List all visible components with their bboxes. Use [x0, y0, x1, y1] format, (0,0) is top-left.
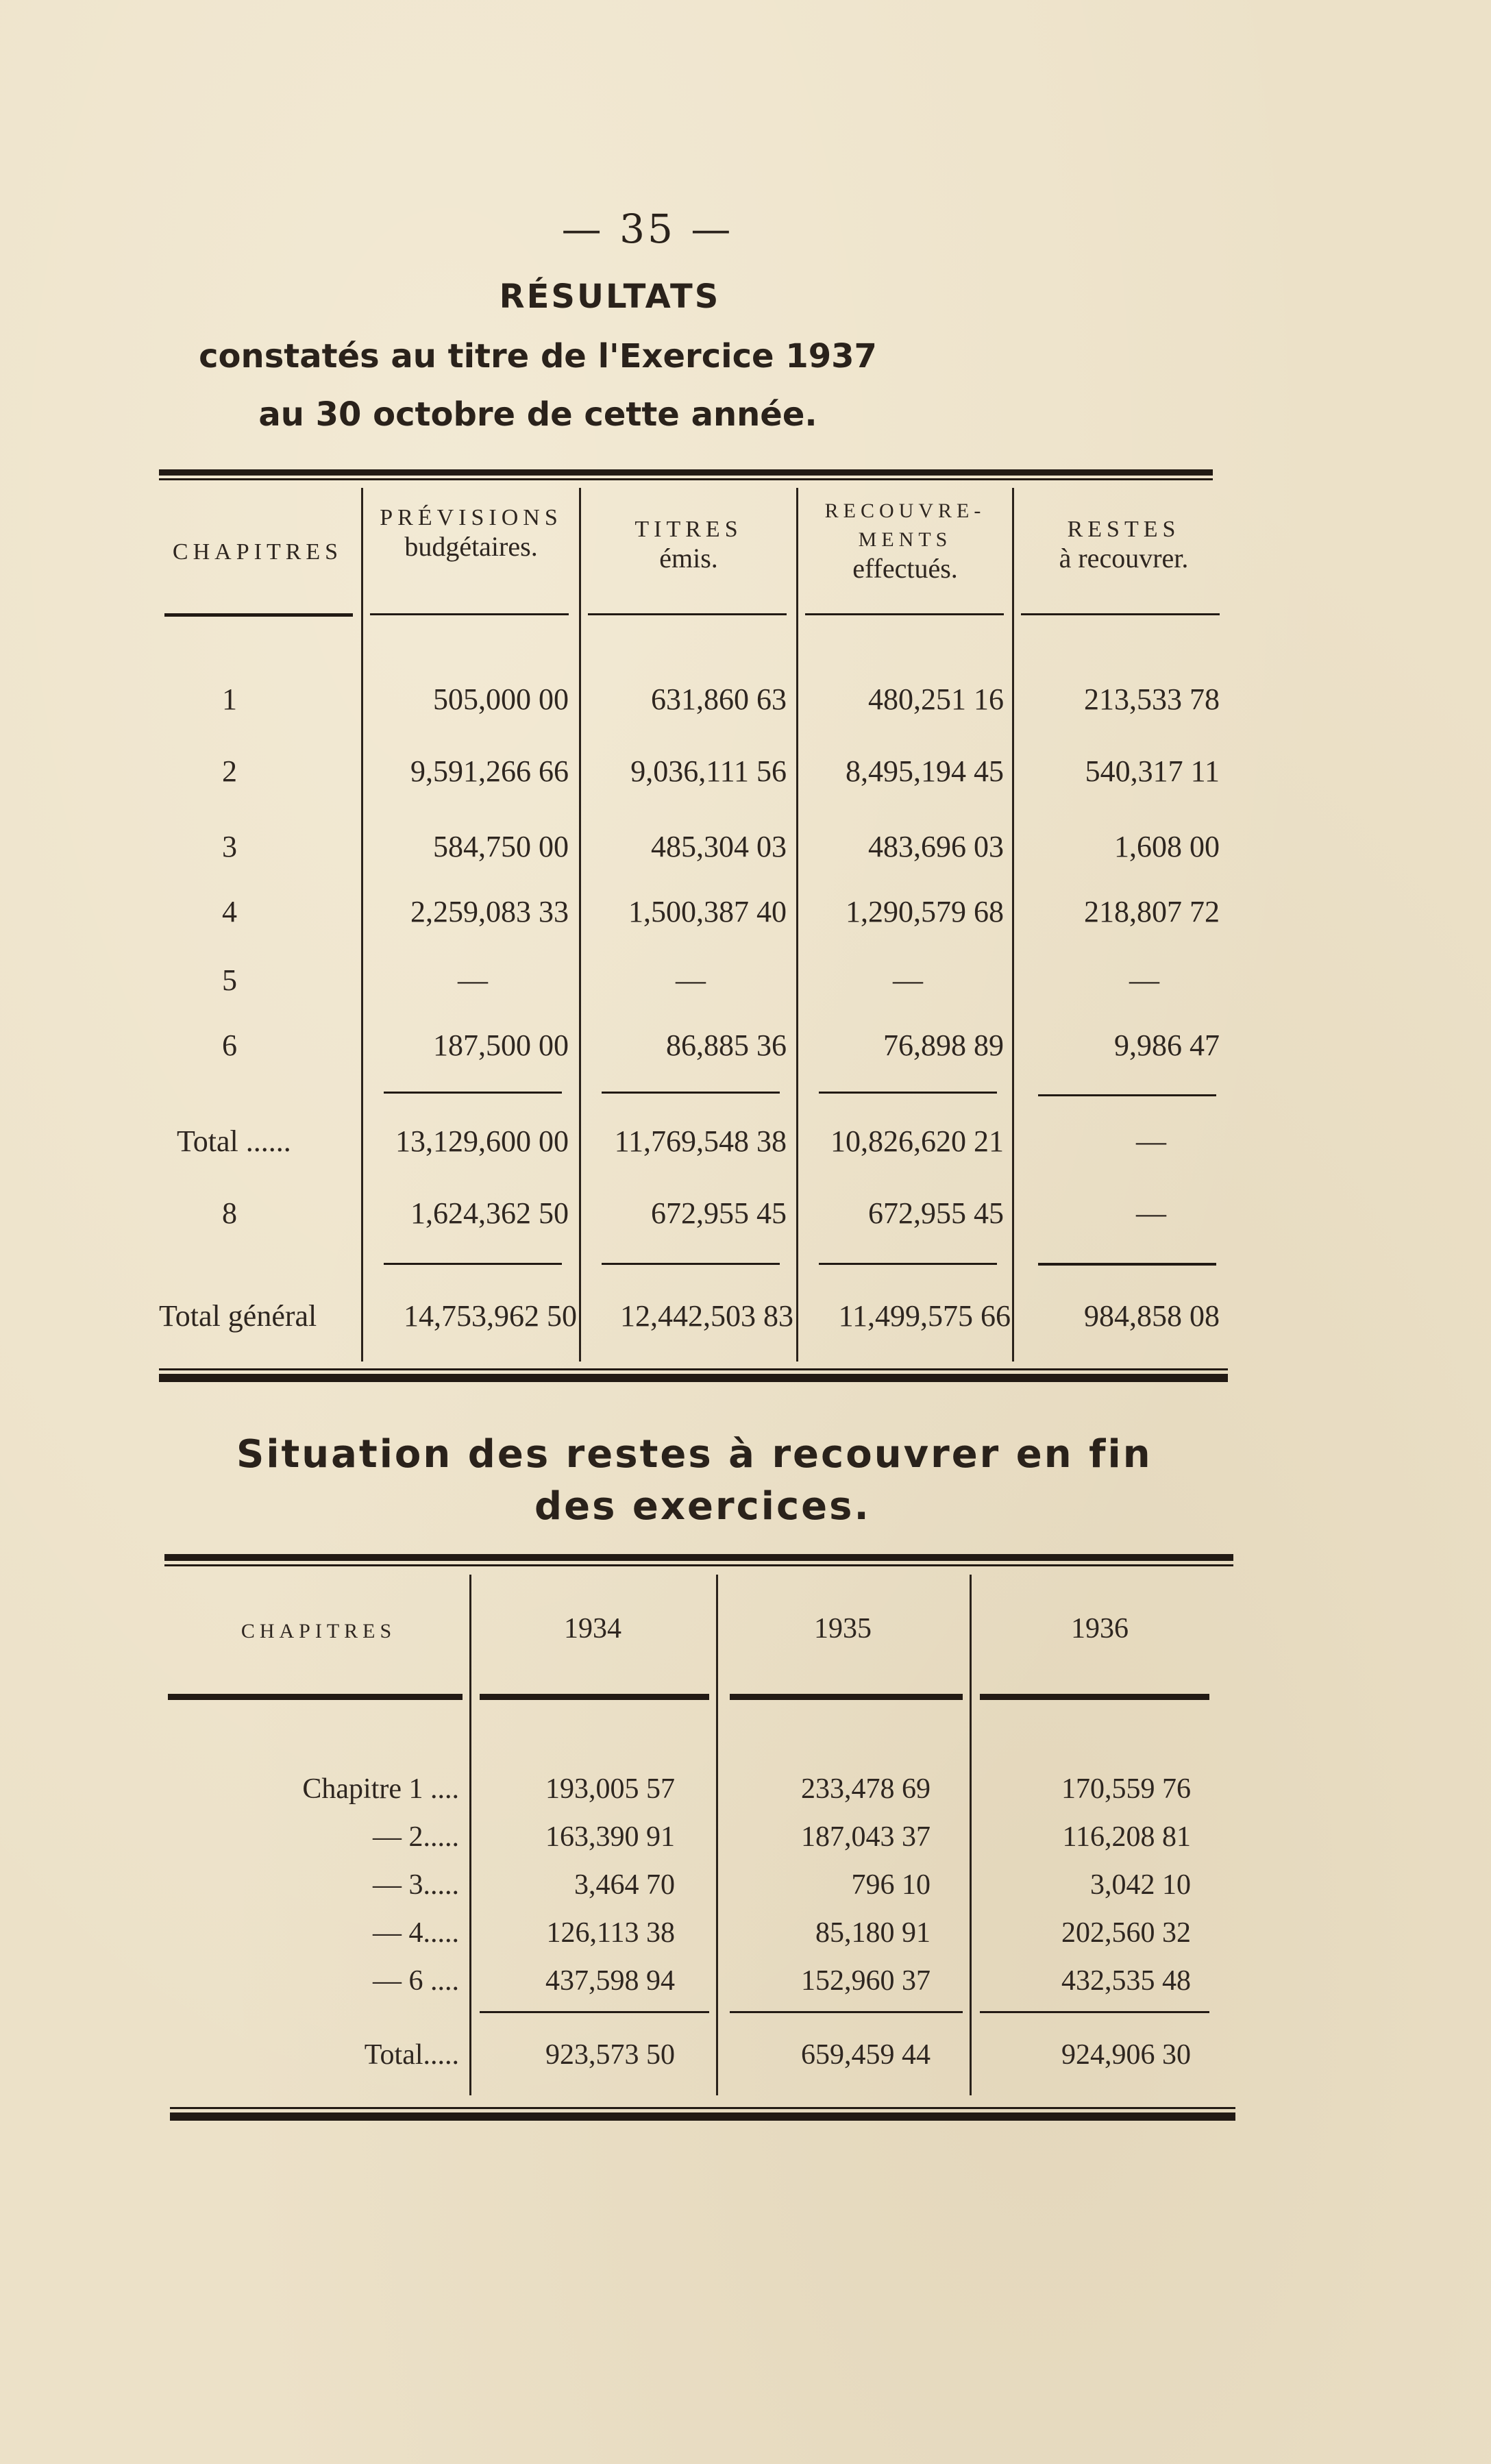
header-chapitres: CHAPITRES [172, 539, 343, 565]
cell-previsions: 9,591,266 66 [410, 754, 569, 788]
grand-total-rule [1038, 1263, 1216, 1266]
table2-top-rule-thin [164, 1564, 1233, 1566]
cell-previsions: 2,259,083 33 [410, 895, 569, 928]
subtitle-line-1: constatés au titre de l'Exercice 1937 [199, 337, 877, 375]
grand-total-rule [602, 1263, 780, 1265]
t2-total-1934: 923,573 50 [545, 2039, 675, 2071]
t2-total-rule [730, 2011, 963, 2013]
page-title: RÉSULTATS [499, 278, 721, 316]
grand-total-titres: 12,442,503 83 [620, 1299, 793, 1333]
cell-restes: 9,986 47 [1114, 1028, 1220, 1062]
total-restes: — [1136, 1124, 1166, 1158]
t2-cell-1935: 796 10 [851, 1869, 931, 1901]
cell-titres: 9,036,111 56 [630, 754, 787, 788]
cell-titres: 1,500,387 40 [628, 895, 787, 928]
t2-header-underline [980, 1694, 1209, 1700]
table2-col-divider [469, 1575, 471, 2095]
subtotal-rule [819, 1092, 997, 1094]
header-restes [1014, 515, 1233, 573]
t2-total-label: Total..... [364, 2039, 459, 2071]
grand-total-rule [819, 1263, 997, 1265]
cell-previsions: 505,000 00 [433, 682, 569, 716]
t2-header-underline [730, 1694, 963, 1700]
row-label: 1 [222, 682, 237, 716]
cell-recouvrements: 672,955 45 [868, 1196, 1004, 1230]
row-label: 2 [222, 754, 237, 788]
cell-previsions: — [458, 963, 488, 997]
table1-top-rule [159, 469, 1213, 476]
header-previsions-line2: budgétaires. [404, 531, 538, 562]
header-titres-line1: TITRES [634, 517, 743, 542]
cell-titres: 485,304 03 [651, 830, 787, 863]
cell-titres: 86,885 36 [666, 1028, 787, 1062]
header-underline [370, 613, 569, 615]
grand-total-previsions: 14,753,962 50 [404, 1299, 577, 1333]
subtotal-rule [1038, 1094, 1216, 1096]
total-recouvrements: 10,826,620 21 [830, 1124, 1004, 1158]
section2-title-line1: Situation des restes à recouvrer en fin [236, 1432, 1153, 1477]
t2-cell-1934: 163,390 91 [545, 1821, 675, 1853]
row-label: 4 [222, 895, 237, 928]
t2-total-rule [480, 2011, 709, 2013]
t2-row-label: Chapitre 1 .... [302, 1773, 459, 1805]
table2-col-divider [970, 1575, 972, 2095]
subtotal-rule [602, 1092, 780, 1094]
t2-total-1936: 924,906 30 [1061, 2039, 1191, 2071]
header-recouvrements [798, 497, 1012, 583]
header-recouvrements-line3: effectués. [852, 553, 958, 584]
t2-row-label: — 4..... [373, 1917, 459, 1949]
cell-restes: 1,608 00 [1114, 830, 1220, 863]
t2-header-underline [168, 1694, 463, 1700]
cell-restes: — [1136, 1196, 1166, 1230]
t2-row-label: — 6 .... [373, 1965, 459, 1997]
row-label: 3 [222, 830, 237, 863]
subtotal-rule [384, 1092, 562, 1094]
section2-title-line2: des exercices. [534, 1484, 871, 1529]
cell-recouvrements: 8,495,194 45 [846, 754, 1004, 788]
header-underline [1021, 613, 1220, 615]
table2-col-divider [716, 1575, 718, 2095]
header-recouvrements-line1: RECOUVRE- [824, 500, 986, 522]
t2-cell-1935: 152,960 37 [801, 1965, 931, 1997]
t2-total-rule [980, 2011, 1209, 2013]
table1-bottom-rule-thin [159, 1368, 1228, 1370]
t2-cell-1934: 3,464 70 [574, 1869, 675, 1901]
cell-previsions: 1,624,362 50 [410, 1196, 569, 1230]
cell-restes: 218,807 72 [1084, 895, 1220, 928]
cell-recouvrements: 1,290,579 68 [846, 895, 1004, 928]
cell-restes: — [1129, 963, 1159, 997]
table1-bottom-rule [159, 1374, 1228, 1382]
cell-recouvrements: — [893, 963, 923, 997]
table2-top-rule [164, 1554, 1233, 1561]
table1-top-rule-thin [159, 478, 1213, 480]
header-previsions-line1: PRÉVISIONS [380, 505, 563, 530]
row-label: 5 [222, 963, 237, 997]
t2-cell-1935: 85,180 91 [815, 1917, 931, 1949]
t2-cell-1936: 116,208 81 [1062, 1821, 1191, 1853]
table2-bottom-rule-thin [170, 2107, 1235, 2109]
cell-recouvrements: 483,696 03 [868, 830, 1004, 863]
header-underline [164, 613, 353, 617]
t2-header-1934: 1934 [564, 1613, 621, 1644]
t2-cell-1935: 187,043 37 [801, 1821, 931, 1853]
subtitle-line-2: au 30 octobre de cette année. [258, 395, 817, 434]
header-restes-line1: RESTES [1067, 517, 1181, 542]
t2-cell-1934: 193,005 57 [545, 1773, 675, 1805]
header-titres-line2: émis. [659, 543, 718, 574]
header-recouvrements-line2: MENTS [858, 528, 952, 551]
header-restes-line2: à recouvrer. [1059, 543, 1189, 574]
t2-total-1935: 659,459 44 [801, 2039, 931, 2071]
total-titres: 11,769,548 38 [614, 1124, 787, 1158]
table2-bottom-rule [170, 2112, 1235, 2121]
total-label: Total ...... [177, 1124, 291, 1158]
t2-header-1936: 1936 [1071, 1613, 1129, 1644]
row-label: 6 [222, 1028, 237, 1062]
cell-recouvrements: 76,898 89 [883, 1028, 1004, 1062]
t2-cell-1935: 233,478 69 [801, 1773, 931, 1805]
t2-header-1935: 1935 [814, 1613, 872, 1644]
t2-row-label: — 3..... [373, 1869, 459, 1901]
total-previsions: 13,129,600 00 [395, 1124, 569, 1158]
cell-restes: 213,533 78 [1084, 682, 1220, 716]
t2-cell-1936: 432,535 48 [1061, 1965, 1191, 1997]
cell-recouvrements: 480,251 16 [868, 682, 1004, 716]
t2-cell-1934: 126,113 38 [546, 1917, 675, 1949]
cell-previsions: 187,500 00 [433, 1028, 569, 1062]
t2-cell-1936: 3,042 10 [1090, 1869, 1191, 1901]
cell-titres: 631,860 63 [651, 682, 787, 716]
t2-cell-1936: 202,560 32 [1061, 1917, 1191, 1949]
grand-total-rule [384, 1263, 562, 1265]
page-number: — 35 — [561, 206, 734, 252]
row-label: 8 [222, 1196, 237, 1230]
header-previsions [363, 504, 579, 561]
t2-cell-1934: 437,598 94 [545, 1965, 675, 1997]
cell-titres: — [676, 963, 706, 997]
cell-titres: 672,955 45 [651, 1196, 787, 1230]
cell-previsions: 584,750 00 [433, 830, 569, 863]
grand-total-label: Total général [159, 1299, 317, 1333]
t2-header-chapitres: CHAPITRES [241, 1620, 397, 1642]
header-titres [581, 515, 796, 573]
grand-total-restes: 984,858 08 [1084, 1299, 1220, 1333]
header-underline [805, 613, 1004, 615]
t2-header-underline [480, 1694, 709, 1700]
cell-restes: 540,317 11 [1085, 754, 1220, 788]
grand-total-recouvrements: 11,499,575 66 [838, 1299, 1011, 1333]
t2-row-label: — 2..... [373, 1821, 459, 1853]
header-underline [588, 613, 787, 615]
t2-cell-1936: 170,559 76 [1061, 1773, 1191, 1805]
